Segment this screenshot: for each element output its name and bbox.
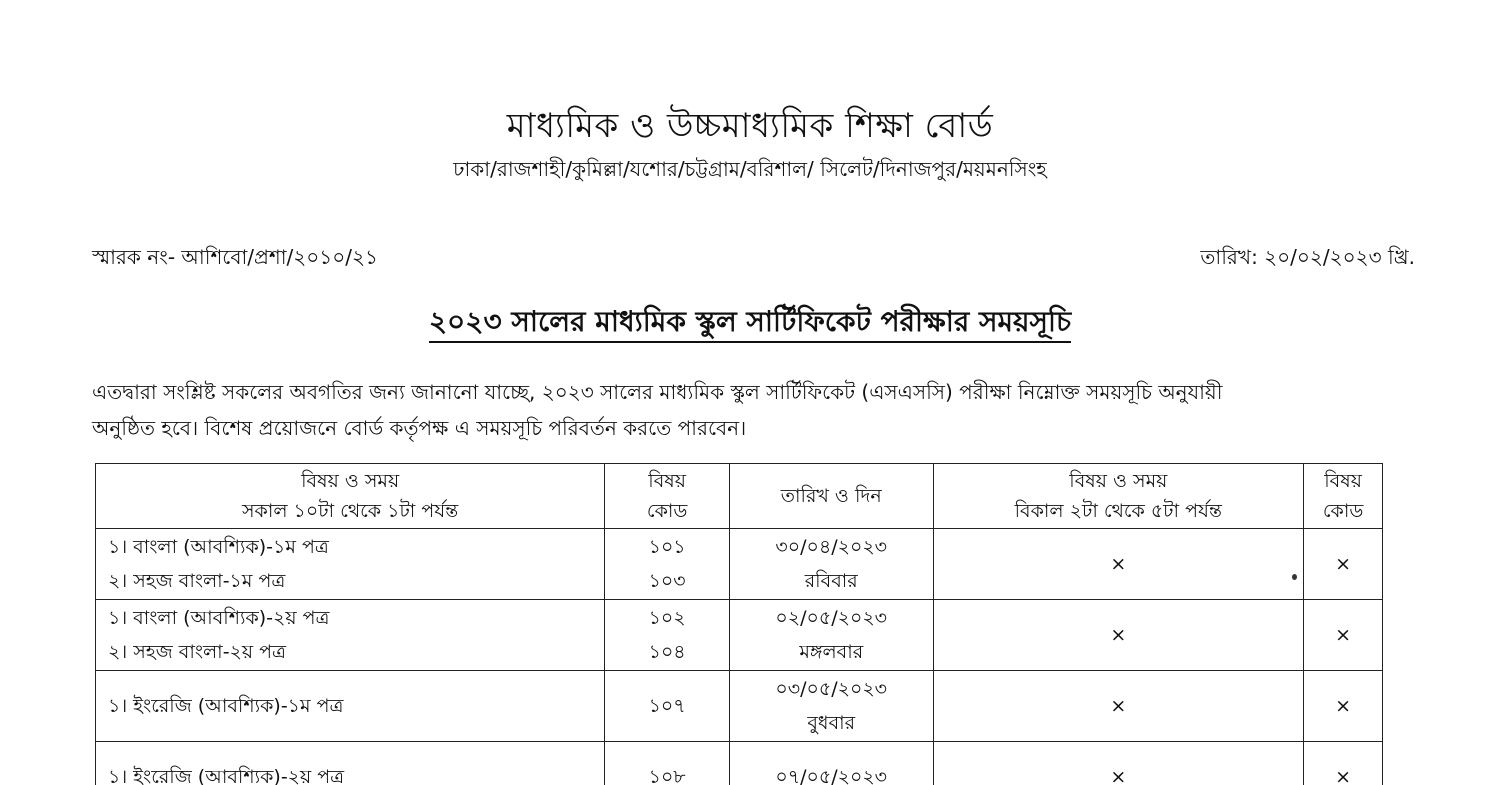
intro-line: অনুষ্ঠিত হবে। বিশেষ প্রয়োজনে বোর্ড কর্তৃপক্ষ এ সময়সূচি পরিবর্তন করতে পারবেন। bbox=[92, 416, 747, 440]
header-label: সকাল ১০টা থেকে ১টা পর্যন্ত bbox=[242, 500, 459, 522]
code-text: ১০৩ bbox=[648, 570, 686, 592]
date-text: ০৭/০৫/২০২৩ bbox=[775, 766, 888, 785]
header-label: বিকাল ২টা থেকে ৫টা পর্যন্ত bbox=[1014, 500, 1223, 522]
afternoon-subject-cell bbox=[933, 671, 1304, 742]
day-text: রবিবার bbox=[804, 570, 858, 592]
afternoon-subject-cell bbox=[933, 742, 1304, 785]
afternoon-code-cell bbox=[1304, 742, 1383, 785]
header-label: কোড bbox=[1322, 500, 1364, 522]
cross-mark: × bbox=[1110, 553, 1127, 575]
header-code bbox=[605, 464, 730, 529]
table-header-row bbox=[96, 464, 1383, 529]
morning-subjects-cell bbox=[96, 671, 605, 742]
document-heading-text: ২০২৩ সালের মাধ্যমিক স্কুল সার্টিফিকেট পরীক্ষার সময়সূচি bbox=[429, 305, 1071, 343]
morning-subjects-cell bbox=[96, 742, 605, 785]
code-text: ১০৭ bbox=[648, 695, 686, 717]
cross-mark: × bbox=[1335, 553, 1352, 575]
scan-speck bbox=[1292, 574, 1297, 580]
day-text: বুধবার bbox=[807, 712, 856, 734]
memo-date: তারিখ: ২০/০২/২০২৩ খ্রি. bbox=[1200, 245, 1415, 269]
subject-text: ১। ইংরেজি (আবশ্যিক)-১ম পত্র bbox=[108, 695, 344, 717]
subject-text: ১। ইংরেজি (আবশ্যিক)-২য় পত্র bbox=[108, 766, 345, 785]
morning-subjects-cell bbox=[96, 529, 605, 600]
date-text: ০২/০৫/২০২৩ bbox=[775, 607, 888, 629]
afternoon-code-cell bbox=[1304, 529, 1383, 600]
code-text: ১০৮ bbox=[648, 766, 686, 785]
table-row bbox=[96, 529, 1383, 600]
subject-text: ১। বাংলা (আবশ্যিক)-২য় পত্র bbox=[108, 607, 330, 629]
subject-text: ১। বাংলা (আবশ্যিক)-১ম পত্র bbox=[108, 536, 329, 558]
intro-line: এতদ্বারা সংশ্লিষ্ট সকলের অবগতির জন্য জানানো যাচ্ছে, ২০২৩ সালের মাধ্যমিক স্কুল সার্টিফিকেট (এসএসসি) পরীক্ষা নিম্নোক্ত সময়সূচি অনুযায়ী bbox=[92, 380, 1223, 404]
header-label: বিষয় ও সময় bbox=[1069, 470, 1168, 492]
cross-mark: × bbox=[1335, 766, 1352, 785]
code-text: ১০২ bbox=[648, 607, 686, 629]
date-cell bbox=[729, 742, 933, 785]
cross-mark: × bbox=[1110, 766, 1127, 785]
code-cell bbox=[605, 529, 730, 600]
document-heading bbox=[0, 300, 1500, 347]
header-label: বিষয় ও সময় bbox=[301, 470, 400, 492]
header-label: বিষয় bbox=[1324, 470, 1362, 492]
code-cell bbox=[605, 671, 730, 742]
intro-paragraph bbox=[92, 374, 1412, 446]
header-afternoon-subject bbox=[933, 464, 1304, 529]
cross-mark: × bbox=[1110, 624, 1127, 646]
code-text: ১০১ bbox=[648, 536, 686, 558]
date-cell bbox=[729, 671, 933, 742]
cross-mark: × bbox=[1335, 695, 1352, 717]
cross-mark: × bbox=[1110, 695, 1127, 717]
date-text: ০৩/০৫/২০২৩ bbox=[775, 678, 888, 700]
afternoon-code-cell bbox=[1304, 600, 1383, 671]
header-label: তারিখ ও দিন bbox=[780, 485, 882, 507]
header-date-day bbox=[729, 464, 933, 529]
afternoon-subject-cell bbox=[933, 600, 1304, 671]
afternoon-subject-cell bbox=[933, 529, 1304, 600]
date-text: ৩০/০৪/২০২৩ bbox=[775, 536, 888, 558]
header-label: কোড bbox=[646, 500, 688, 522]
header-code-afternoon bbox=[1304, 464, 1383, 529]
code-cell bbox=[605, 742, 730, 785]
table-row bbox=[96, 742, 1383, 785]
exam-schedule-table bbox=[95, 463, 1383, 785]
header-label: বিষয় bbox=[648, 470, 686, 492]
board-title: মাধ্যমিক ও উচ্চমাধ্যমিক শিক্ষা বোর্ড bbox=[506, 106, 994, 146]
cross-mark: × bbox=[1335, 624, 1352, 646]
subject-text: ২। সহজ বাংলা-১ম পত্র bbox=[108, 570, 286, 592]
header-morning-subject bbox=[96, 464, 605, 529]
day-text: মঙ্গলবার bbox=[799, 641, 864, 663]
board-list: ঢাকা/রাজশাহী/কুমিল্লা/যশোর/চট্টগ্রাম/বরিশাল/ সিলেট/দিনাজপুর/ময়মনসিংহ bbox=[453, 157, 1047, 181]
morning-subjects-cell bbox=[96, 600, 605, 671]
table-row bbox=[96, 600, 1383, 671]
date-cell bbox=[729, 529, 933, 600]
date-cell bbox=[729, 600, 933, 671]
code-cell bbox=[605, 600, 730, 671]
subject-text: ২। সহজ বাংলা-২য় পত্র bbox=[108, 641, 286, 663]
afternoon-code-cell bbox=[1304, 671, 1383, 742]
table-row bbox=[96, 671, 1383, 742]
memo-number: স্মারক নং- আশিবো/প্রশা/২০১০/২১ bbox=[92, 245, 378, 269]
code-text: ১০৪ bbox=[648, 641, 686, 663]
